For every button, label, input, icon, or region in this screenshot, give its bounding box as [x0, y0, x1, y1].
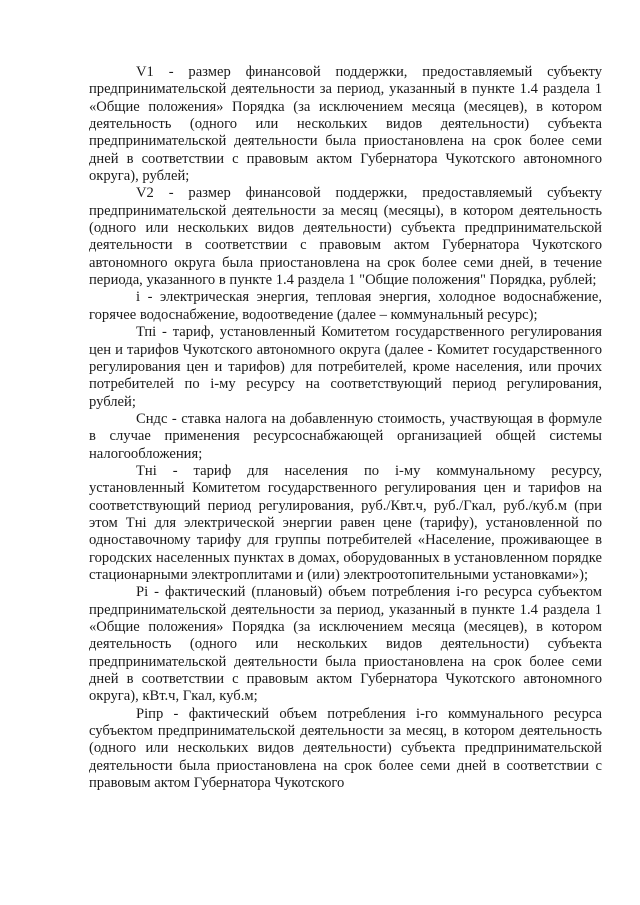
document-page: [89, 64, 602, 792]
definition-tpi: Тпi - тариф, установленный Комитетом государственного регулирования цен и тарифов Чукотского автономного округа (далее - Комитет государственного регулирования цен и тарифов) для потребителей, кроме населения, или прочих потребителей по i-му ресурсу на соответствующий период регулирования, рублей;: [89, 324, 602, 410]
definition-pipr: Ріпр - фактический объем потребления і-го коммунального ресурса субъектом предпринимательской деятельности за месяц, в котором деятельность (одного или нескольких видов деятельности) субъекта предпринимательской деятельности была приостановлена на срок более семи дней в соответствии с правовым актом Губернатора Чукотского: [89, 705, 602, 792]
definition-pi: Рі - фактический (плановый) объем потребления і-го ресурса субъектом предпринимательской деятельности за период, указанный в пункте 1.4 раздела 1 «Общие положения» Порядка (за исключением месяца (месяцев), в котором деятельность (одного или нескольких видов деятельности) субъекта предпринимательской деятельности была приостановлена на срок более семи дней в соответствии с правовым актом Губернатора Чукотского автономного округа), кВт.ч, Гкал, куб.м;: [89, 584, 602, 705]
definition-snds: Сндс - ставка налога на добавленную стоимость, участвующая в формуле в случае применения ресурсоснабжающей организацией общей системы налогообложения;: [89, 410, 602, 462]
definition-v1: V1 - размер финансовой поддержки, предоставляемый субъекту предпринимательской деятельности за период, указанный в пункте 1.4 раздела 1 «Общие положения» Порядка (за исключением месяца (месяцев), в котором деятельность (одного или нескольких видов деятельности) субъекта предпринимательской деятельности была приостановлена на срок более семи дней в соответствии с правовым актом Губернатора Чукотского автономного округа), рублей;: [89, 64, 602, 185]
definition-i: i - электрическая энергия, тепловая энергия, холодное водоснабжение, горячее водоснабжение, водоотведение (далее – коммунальный ресурс);: [89, 289, 602, 323]
definition-v2: V2 - размер финансовой поддержки, предоставляемый субъекту предпринимательской деятельности за месяц (месяцы), в котором деятельность (одного или нескольких видов деятельности) субъекта предпринимательской деятельности в соответствии с правовым актом Губернатора Чукотского автономного округа была приостановлена на срок более семи дней, в течение периода, указанного в пункте 1.4 раздела 1 "Общие положения" Порядка, рублей;: [89, 185, 602, 289]
definition-tni: Тні - тариф для населения по i-му коммунальному ресурсу, установленный Комитетом государственного регулирования цен и тарифов на соответствующий период регулирования, руб./Квт.ч, руб./Гкал, руб./куб.м (при этом Тні для электрической энергии равен цене (тарифу), установленной по одноставочному тарифу для группы потребителей «Население, проживающее в городских населенных пунктах в домах, оборудованных в установленном порядке стационарными электроплитами и (или) электроотопительными установками»);: [89, 462, 602, 583]
